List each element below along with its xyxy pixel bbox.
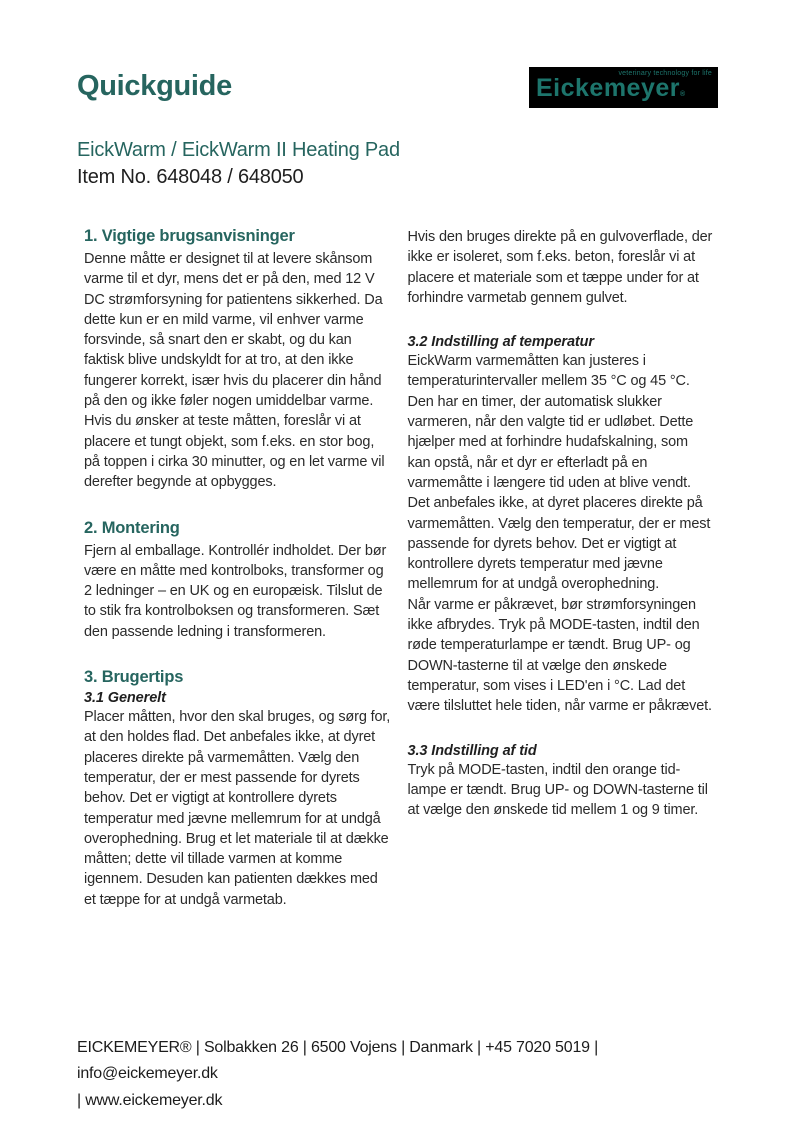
paragraph: Placer måtten, hvor den skal bruges, og sørg for, at den holdes flad. Det anbefales ikke, at dyret placeres direkte på varmemåtten. Vælg den temperatur, der er mest passende for dyrets behov. Det er vigtigt at kontrollere dyrets temperatur med jævne mellemrum for at undgå overophedning. Brug et let materiale til at dække måtten; dette vil tillade varmen at komme igennem. Desuden kan patienten dækkes med et tæppe for at undgå varmetab. bbox=[84, 709, 391, 908]
footer-contact-info bbox=[77, 1035, 739, 1114]
section-subheading: 3.3 Indstilling af tid bbox=[407, 742, 537, 759]
logo-tagline: veterinary technology for life bbox=[618, 70, 712, 77]
body-columns bbox=[84, 227, 714, 910]
paragraph: EickWarm varmemåtten kan justeres i temperaturintervaller mellem 35 °C og 45 °C. Den har en timer, der automatisk slukker varmeren, når den valgte tid er udløbet. Dette hjælper med at forhindre hudafskalning, som kan opstå, når et dyr er efterladt på en varmemåtte i længere tid uden at blive vendt. Det anbefales ikke, at dyret placeres direkte på varmemåtten. Vælg den temperatur, der er mest passende for dyrets behov. Det er vigtigt at kontrollere dyrets temperatur med jævne mellemrum for at undgå overophedning. bbox=[407, 353, 711, 593]
page-title: Quickguide bbox=[77, 70, 232, 102]
footer-line: | www.eickemeyer.dk bbox=[77, 1091, 223, 1109]
registered-mark: ® bbox=[680, 91, 686, 98]
section-temperature-setting bbox=[408, 334, 715, 716]
eickemeyer-logo bbox=[529, 67, 718, 108]
paragraph: Hvis den bruges direkte på en gulvoverflade, der ikke er isoleret, som f.eks. beton, foreslår vi at placere et materiale som et tæppe under for at forhindre varmetab gennem gulvet. bbox=[407, 229, 713, 306]
paragraph: Denne måtte er designet til at levere skånsom varme til et dyr, mens det er på den, med 12 V DC strømforsyning for patientens sikkerhed. Da dette kun er en mild varme, vil enhver varme forsvinde, så snart den er skabt, og du kan faktisk blive undskyldt for at tro, at den ikke fungerer korrekt, især hvis du placerer din hånd på den og ikke føler nogen umiddelbar varme. Hvis du ønsker at teste måtten, foreslår vi at placere et tungt objekt, som f.eks. en stor bog, på toppen i cirka 30 minutter, og en let varme vil derefter begynde at opbygges. bbox=[84, 251, 385, 491]
section-user-tips-continued bbox=[408, 227, 715, 308]
product-name: EickWarm / EickWarm II Heating Pad bbox=[77, 139, 400, 161]
section-subheading: 3.2 Indstilling af temperatur bbox=[407, 334, 594, 351]
section-heading: 1. Vigtige brugsanvisninger bbox=[84, 227, 295, 245]
paragraph: Når varme er påkrævet, bør strømforsyningen ikke afbrydes. Tryk på MODE-tasten, indtil den røde temperaturlampe er tændt. Brug UP- og DOWN-tasterne til at vælge den ønskede temperatur, som vises i LED'en i °C. Lad det være tilsluttet hele tiden, når varme er påkrævet. bbox=[407, 596, 712, 715]
section-heading: 3. Brugertips bbox=[84, 668, 184, 687]
section-heading: 2. Montering bbox=[84, 518, 180, 537]
section-assembly bbox=[84, 519, 391, 642]
section-subheading: 3.1 Generelt bbox=[84, 690, 166, 707]
section-important-instructions bbox=[84, 227, 391, 493]
paragraph: Tryk på MODE-tasten, indtil den orange tid-lampe er tændt. Brug UP- og DOWN-tasterne til at vælge den ønskede tid mellem 1 og 9 timer. bbox=[407, 761, 708, 819]
section-user-tips bbox=[84, 668, 391, 910]
paragraph: Fjern al emballage. Kontrollér indholdet. Der bør være en måtte med kontrolboks, transformer og 2 ledninger – en UK og en europæisk. Tilslut de to stik fra kontrolboksen og transformeren. Sæt den passende ledning i transformeren. bbox=[84, 542, 387, 640]
column-left bbox=[84, 227, 391, 910]
section-time-setting bbox=[408, 743, 715, 821]
logo-brand-text: Eickemeyer® bbox=[536, 74, 686, 102]
column-right bbox=[408, 227, 715, 910]
footer-line: EICKEMEYER® | Solbakken 26 | 6500 Vojens | Danmark | +45 7020 5019 | info@eickemeyer.dk bbox=[77, 1039, 599, 1083]
item-number: Item No. 648048 / 648050 bbox=[77, 166, 304, 188]
